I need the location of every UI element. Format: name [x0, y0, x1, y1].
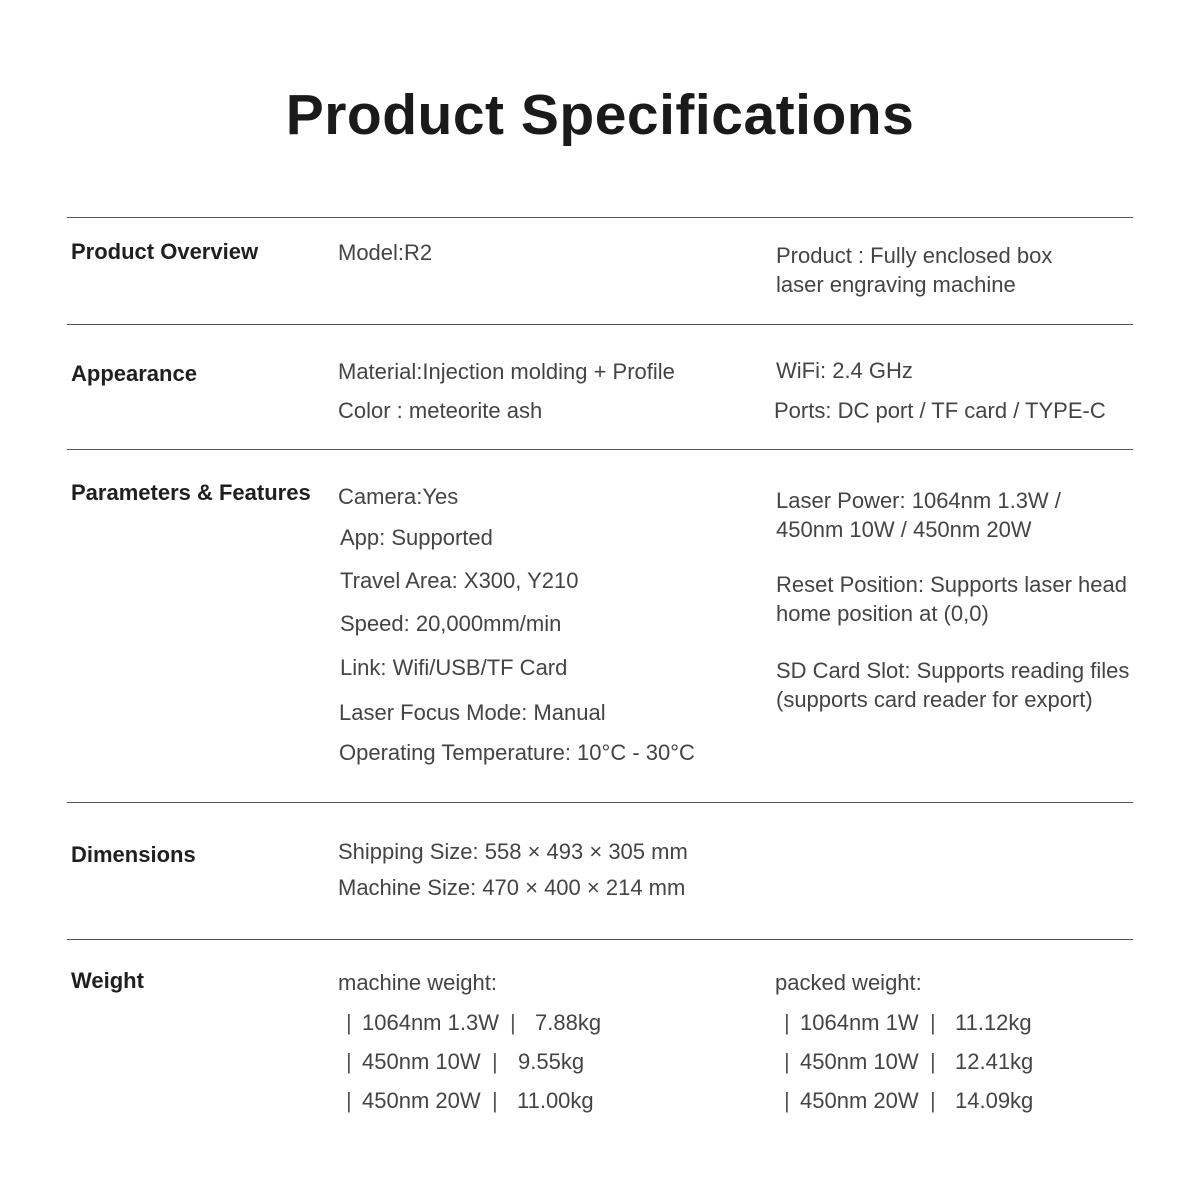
separator: | — [492, 1049, 498, 1074]
spec-laser-power-line-1: Laser Power: 1064nm 1.3W / — [776, 488, 1061, 513]
weight-config: 1064nm 1W — [800, 1010, 919, 1035]
spec-wifi: WiFi: 2.4 GHz — [776, 358, 913, 383]
section-label-appearance: Appearance — [71, 361, 197, 386]
spec-link: Link: Wifi/USB/TF Card — [340, 655, 568, 680]
weight-value: 7.88kg — [535, 1010, 602, 1035]
spec-product-line-1: Product : Fully enclosed box — [776, 243, 1053, 268]
separator: | — [346, 1049, 352, 1074]
section-label-weight: Weight — [71, 968, 144, 993]
divider — [67, 449, 1133, 450]
spec-machine-size: Machine Size: 470 × 400 × 214 mm — [338, 875, 686, 900]
weight-value: 11.00kg — [517, 1088, 594, 1113]
spec-focus-mode: Laser Focus Mode: Manual — [339, 700, 606, 725]
spec-ports: Ports: DC port / TF card / TYPE-C — [774, 398, 1106, 423]
weight-config: 450nm 20W — [362, 1088, 481, 1113]
separator: | — [784, 1049, 790, 1074]
weight-config: 450nm 10W — [362, 1049, 481, 1074]
machine-weight-heading: machine weight: — [338, 970, 497, 995]
spec-speed: Speed: 20,000mm/min — [340, 611, 562, 636]
weight-config: 450nm 20W — [800, 1088, 919, 1113]
separator: | — [784, 1010, 790, 1035]
spec-material: Material:Injection molding + Profile — [338, 359, 675, 384]
section-label-dimensions: Dimensions — [71, 842, 196, 867]
spec-operating-temperature: Operating Temperature: 10°C - 30°C — [339, 740, 695, 765]
separator: | — [930, 1010, 936, 1035]
separator: | — [346, 1088, 352, 1113]
packed-weight-heading: packed weight: — [775, 970, 922, 995]
separator: | — [930, 1088, 936, 1113]
weight-value: 9.55kg — [518, 1049, 585, 1074]
page-title: Product Specifications — [285, 83, 915, 147]
spec-camera: Camera:Yes — [338, 484, 459, 509]
spec-model: Model:R2 — [338, 240, 433, 265]
divider — [67, 802, 1133, 803]
spec-reset-position-line-1: Reset Position: Supports laser head — [776, 572, 1127, 597]
spec-reset-position-line-2: home position at (0,0) — [776, 601, 989, 626]
spec-app: App: Supported — [340, 525, 493, 550]
separator: | — [492, 1088, 498, 1113]
weight-config: 1064nm 1.3W — [362, 1010, 499, 1035]
weight-value: 12.41kg — [955, 1049, 1034, 1074]
weight-value: 14.09kg — [955, 1088, 1034, 1113]
spec-sd-card-line-1: SD Card Slot: Supports reading files — [776, 658, 1130, 683]
divider — [67, 939, 1133, 940]
separator: | — [346, 1010, 352, 1035]
section-label-parameters-features: Parameters & Features — [71, 480, 311, 505]
divider — [67, 324, 1133, 325]
spec-laser-power-line-2: 450nm 10W / 450nm 20W — [776, 517, 1032, 542]
spec-sd-card-line-2: (supports card reader for export) — [776, 687, 1093, 712]
spec-shipping-size: Shipping Size: 558 × 493 × 305 mm — [338, 839, 688, 864]
weight-value: 11.12kg — [955, 1010, 1032, 1035]
spec-color: Color : meteorite ash — [338, 398, 543, 423]
spec-product-line-2: laser engraving machine — [776, 272, 1016, 297]
separator: | — [784, 1088, 790, 1113]
spec-travel-area: Travel Area: X300, Y210 — [340, 568, 579, 593]
weight-config: 450nm 10W — [800, 1049, 919, 1074]
separator: | — [510, 1010, 516, 1035]
separator: | — [930, 1049, 936, 1074]
divider — [67, 217, 1133, 218]
section-label-product-overview: Product Overview — [71, 239, 259, 264]
